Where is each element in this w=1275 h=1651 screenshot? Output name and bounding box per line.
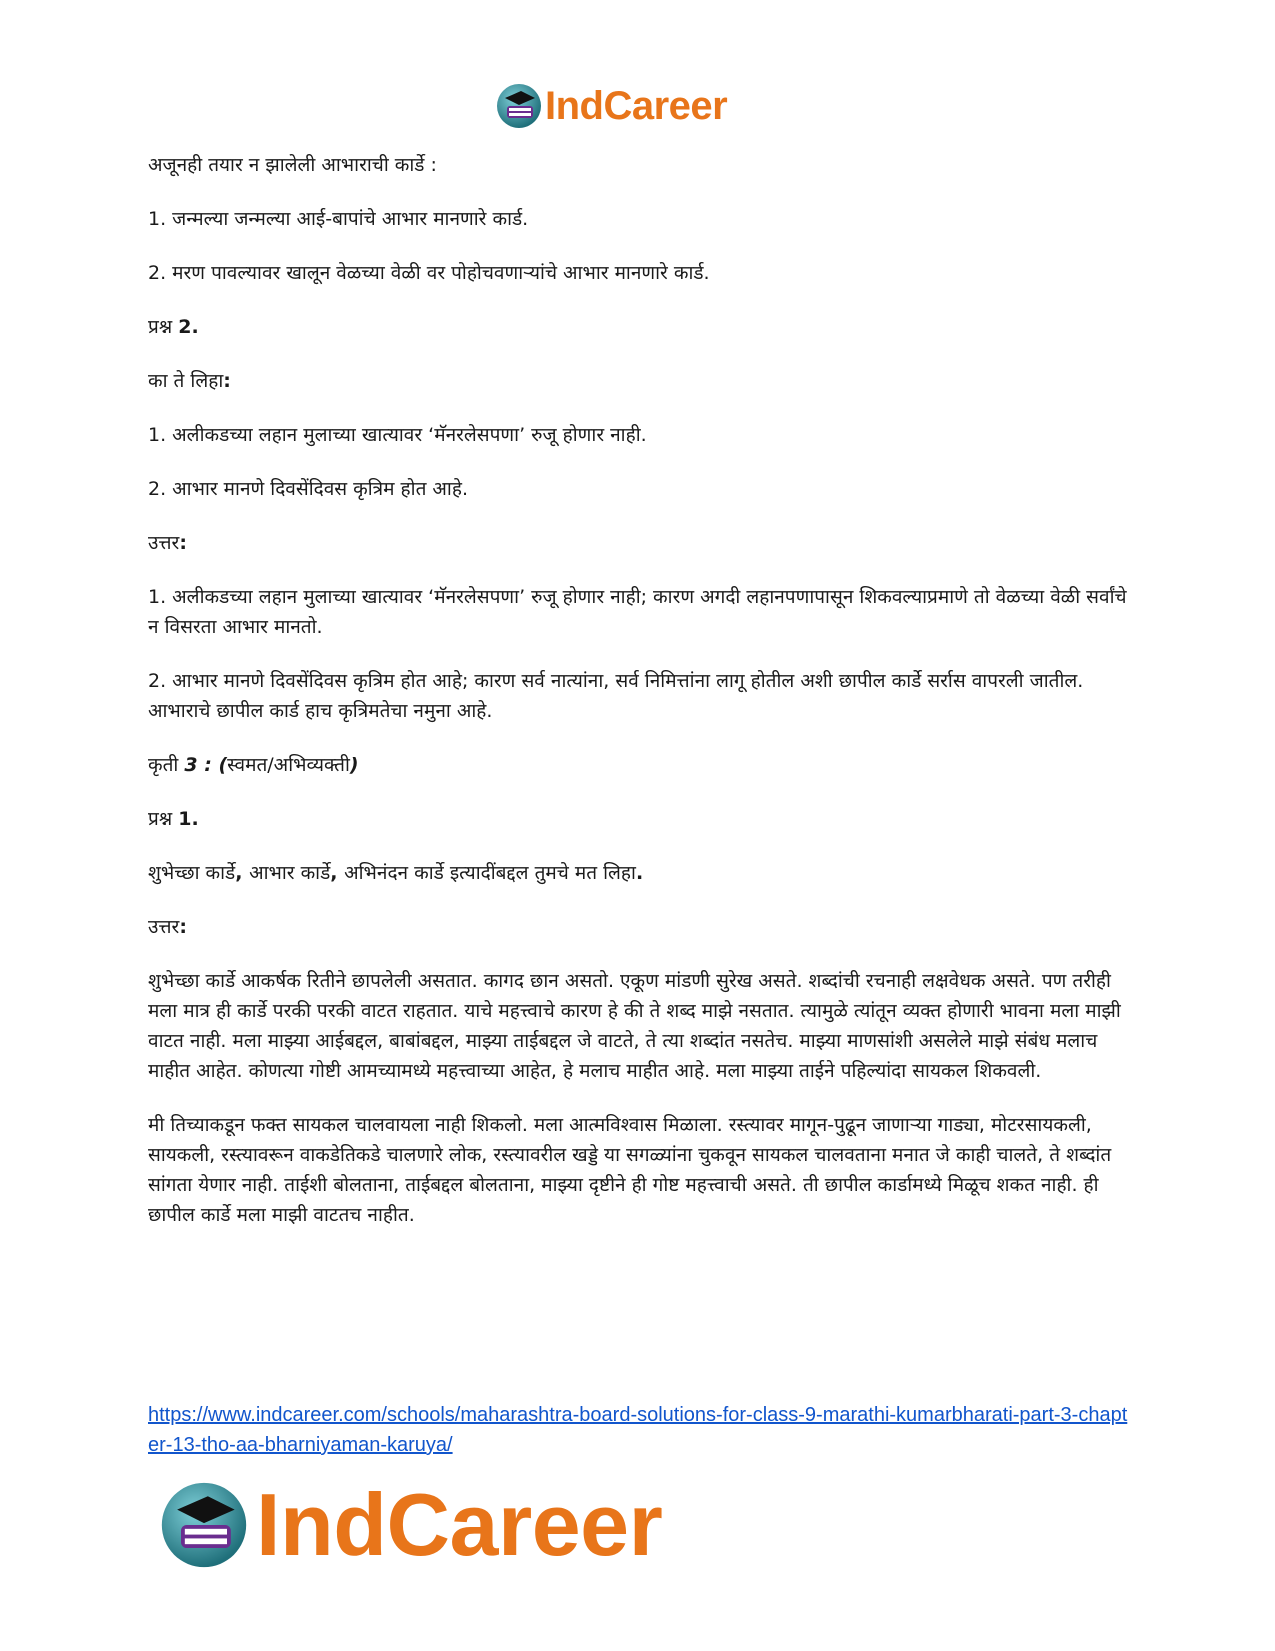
activity-number: 3 : ( xyxy=(184,754,228,776)
question-heading xyxy=(148,312,1128,342)
question-heading xyxy=(148,804,1128,834)
answer-paragraph: शुभेच्छा कार्डे आकर्षक रितीने छापलेली असतात. कागद छान असतो. एकूण मांडणी सुरेख असते. शब्दांची रचनाही लक्षवेधक असते. पण तरीही मला मात्र ही कार्डे परकी परकी वाटत राहतात. याचे महत्त्वाचे कारण हे की ते शब्द माझे नसतात. त्यामुळे त्यांतून व्यक्त होणारी भावना मला माझी वाटत नाही. मला माझ्या आईबद्दल, बाबांबद्दल, माझ्या ताईबद्दल जे वाटते, ते त्या शब्दांत नसतेच. माझ्या माणसांशी असलेले माझे संबंध मलाच माहीत आहेत. कोणत्या गोष्टी आमच्यामध्ये महत्त्वाच्या आहेत, हे मलाच माहीत आहे. मला माझ्या ताईने पहिल्यांदा सायकल शिकवली. xyxy=(148,970,1127,1082)
period: . xyxy=(635,862,644,884)
colon: : xyxy=(179,916,187,938)
activity-title: स्वमत/अभिव्यक्ती xyxy=(227,754,350,776)
list-item: 1. जन्मल्या जन्मल्या आई-बापांचे आभार मानणारे कार्ड. xyxy=(148,208,529,230)
activity-close: ) xyxy=(349,754,359,776)
question-number: 2. xyxy=(178,316,199,338)
colon: : xyxy=(223,370,231,392)
activity-label: कृती xyxy=(148,754,185,776)
question-part: शुभेच्छा कार्डे xyxy=(148,862,236,884)
instruction-text: का ते लिहा xyxy=(148,370,224,392)
colon: : xyxy=(179,532,187,554)
activity-heading xyxy=(148,750,1128,780)
answer-label: उत्तर xyxy=(148,916,180,938)
question-label: प्रश्न xyxy=(148,808,179,830)
list-item: 1. अलीकडच्या लहान मुलाच्या खात्यावर ‘मॅनरलेसपणा’ रुजू होणार नाही. xyxy=(148,424,647,446)
instruction xyxy=(148,366,1128,396)
answer-heading xyxy=(148,912,1128,942)
list-item: 2. मरण पावल्यावर खालून वेळच्या वेळी वर पोहोचवणाऱ्यांचे आभार मानणारे कार्ड. xyxy=(148,262,710,284)
answer-item: 2. आभार मानणे दिवसेंदिवस कृत्रिम होत आहे; कारण सर्व नात्यांना, सर्व निमित्तांना लागू होतील अशी छापील कार्डे सर्रास वापरली जातील. आभाराचे छापील कार्ड हाच कृत्रिमतेचा नमुना आहे. xyxy=(148,670,1090,722)
paragraph: अजूनही तयार न झालेली आभाराची कार्डे : xyxy=(148,154,437,176)
answer-label: उत्तर xyxy=(148,532,180,554)
list-item: 2. आभार मानणे दिवसेंदिवस कृत्रिम होत आहे. xyxy=(148,478,468,500)
logo-text: IndCareer xyxy=(256,1475,663,1574)
answer-item: 1. अलीकडच्या लहान मुलाच्या खात्यावर ‘मॅनरलेसपणा’ रुजू होणार नाही; कारण अगदी लहानपणापासून शिकवल्याप्रमाणे तो वेळच्या वेळी सर्वांचे न विसरता आभार मानतो. xyxy=(148,586,1133,638)
comma: , xyxy=(330,862,345,884)
question-text xyxy=(148,858,1128,888)
answer-heading xyxy=(148,528,1128,558)
question-part: अभिनंदन कार्डे इत्यादींबद्दल तुमचे मत लिहा xyxy=(344,862,636,884)
question-part: आभार कार्डे xyxy=(249,862,331,884)
header-logo xyxy=(495,78,727,134)
source-link[interactable]: https://www.indcareer.com/schools/maharashtra-board-solutions-for-class-9-marathi-kumarbharati-part-3-chapter-13-tho-aa-bharniyaman-karuya/ xyxy=(148,1404,1128,1456)
question-number: 1. xyxy=(178,808,199,830)
graduation-book-icon xyxy=(495,82,543,130)
question-label: प्रश्न xyxy=(148,316,179,338)
graduation-book-icon xyxy=(158,1479,250,1571)
comma: , xyxy=(235,862,250,884)
answer-paragraph: मी तिच्याकडून फक्त सायकल चालवायला नाही शिकलो. मला आत्मविश्वास मिळाला. रस्त्यावर मागून-पुढून जाणाऱ्या गाड्या, मोटरसायकली, सायकली, रस्त्यावरून वाकडेतिकडे चालणारे लोक, रस्त्यावरील खड्डे या सगळ्यांना चुकवून सायकल चालवताना मनात जे काही चालते, ते शब्दांत सांगता येणार नाही. ताईशी बोलताना, ताईबद्दल बोलताना, माझ्या दृष्टीने ही गोष्ट महत्त्वाची असते. ती छापील कार्डामध्ये मिळूच शकत नाही. ही छापील कार्डे मला माझी वाटतच नाहीत. xyxy=(148,1114,1118,1226)
footer-logo xyxy=(158,1470,662,1580)
logo-text: IndCareer xyxy=(545,83,728,128)
document-body xyxy=(148,150,1133,1254)
